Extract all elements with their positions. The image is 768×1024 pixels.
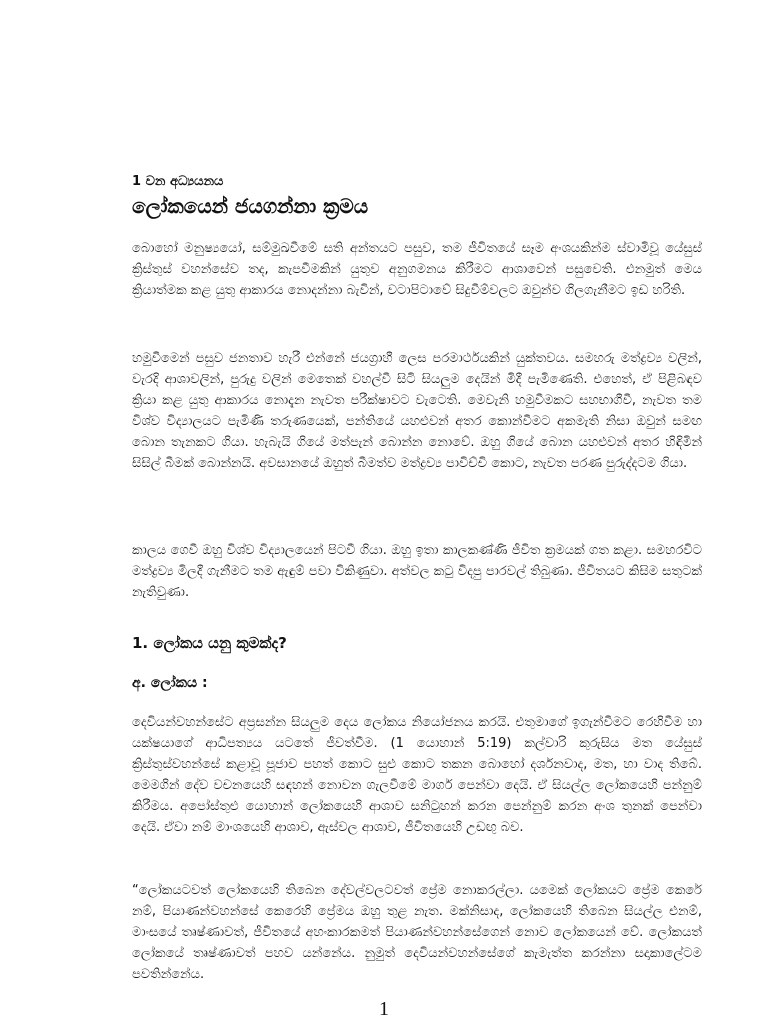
paragraph-story: හමුවීමෙන් පසුව ජනතාව හැරී එන්නේ ජයග්‍රාහී ලෙස පරමාර්ථයකින් යුක්තවය. සමහරු මත්ද්‍රව්‍ය වලින්, වැරදි ආශාවලින්, පුරුදු වලින් මෙතෙක් වහල්වී සිටි සියලුම දෙයින් මිදී පැමිණෙති. එහෙත්, ඒ පිළිබඳව ක්‍රියා කළ යුතු ආකාරය නොදැන නැවත පරීක්ෂාවට වැටෙති. මෙවැනි හමුවීමකට සහභාගීවී, නැවත තම විශ්ව විද්‍යාලයට පැමිණි තරුණයෙක්, පන්තියේ යහළුවන් අතර කොන්වීමට අකමැති නිසා ඔවුන් සමඟ බොන තැනකට ගියා. හැබැයි ගියේ මත්පැන් බොන්න නොවේ. ඔහු ගියේ බොන යහළුවන් අතර හිඳිමින් සිසිල් බීමක් බොන්නයි. අවසානයේ ඔහුත් බීමත්ව මත්ද්‍රව්‍ය පාවිච්චි කොට, නැවත පරණ පුරුද්දටම ගියා. <box>132 351 702 471</box>
lesson-label: 1 වන අධ්‍යයනය <box>132 174 224 189</box>
paragraph-consequence: කාලය ගෙවී ඔහු විශ්ව විද්‍යාලයෙන් පිටවී ගියා. ඔහු ඉතා කාලකණ්ණි ජීවිත ක්‍රමයක් ගත කළා. සමහරවිට මත්ද්‍රව්‍ය මිලදී ගැනීමට තම ඇඳුම් පවා විකිණුවා. අත්වල කටු විදපු පාරවල් තිබුණා. ජීවිතයට කිසිම සතුටක් නැතිවුණා. <box>132 543 702 600</box>
paragraph-scripture-quote: “ලෝකයටවත් ලෝකයෙහි තිබෙන දේවල්වලටවත් ප්‍රේම නොකරල්ලා. යමෙක් ලෝකයට ප්‍රේම කෙරේ නම්, පියාණන්වහන්සේ කෙරෙහි ප්‍රේමය ඔහු තුළ නැත. මක්නිසාද, ලෝකයෙහි තිබෙන සියල්ල එනම්, මාංසයේ තෘෂ්ණාවත්, ජීවිතයේ අහංකාරකමත් පියාණන්වහන්සේගෙන් නොව ලෝකයෙන් වේ. ලෝකයත් ලෝකයේ තෘෂ්ණාවත් පහව යන්නේය. නුමුත් දෙවියන්වහන්සේගේ කැමැත්ත කරන්නා සදාකාලේටම පවතින්නේය. <box>132 883 702 982</box>
paragraph-intro: බොහෝ මනුෂ්‍යයෝ, සම්මුඛවීමේ සති අන්තයට පසුව, තම ජීවිතයේ සෑම අංශයකින්ම ස්වාමිවූ යේසුස් ක්‍රිස්තුස් වහන්සේව තද, කැපවීමකින් යුතුව අනුගමනය කිරීමට ආශාවෙන් පසුවෙති. එනමුත් මෙය ක්‍රියාත්මක කළ යුතු ආකාරය නොදන්නා බැවින්, වටාපිටාවේ සිදුවීම්වලට ඔවුන්ව ගිලගැනීමට ඉඩ හරිති. <box>132 241 702 298</box>
paragraph-world-definition: දෙවියන්වහන්සේට අප්‍රසන්න සියලුම දෙය ලෝකය නියෝජනය කරයි. එතුමාගේ ඉගැන්වීමට රෙහිවීම හා යක්ෂයාගේ ආධිපත්‍යය යටතේ ජීවත්වීම. (1 යොහාන් 5:19) කල්වාරි කුරුසිය මත යේසුස් ක්‍රිස්තුස්වහන්සේ කළාවූ පූජාව පහත් කොට සුළු කොට තකන බොහෝ දර්ශනවාද, මත, හා වාද තිබේ. මෙමගින් දේව වචනයෙහි සඳහන් නොවන ගැලවීමේ මාර්ග පෙන්වා දෙයි. ඒ සියල්ල ලෝකයෙහි පන්නුම් කිරීමය. අපෝස්තුළු යොහාන් ලෝකයෙහි ආශාව සනිටුහන් කරන පෙන්නුම් කරන අංශ තුනක් පෙන්වා දෙයි. ඒවා නම් මාංශයෙහි ආශාව, ඇස්වල ආශාව, ජීවිතයෙහි උඩඟු බව. <box>132 715 702 835</box>
sub-heading: අ. ලෝකය : <box>132 675 208 691</box>
page-title: ලෝකයෙන් ජයගන්නා ක්‍රමය <box>132 194 369 218</box>
section-heading: 1. ලෝකය යනු කුමක්ද? <box>132 634 287 652</box>
page-number: 1 <box>379 998 389 1020</box>
